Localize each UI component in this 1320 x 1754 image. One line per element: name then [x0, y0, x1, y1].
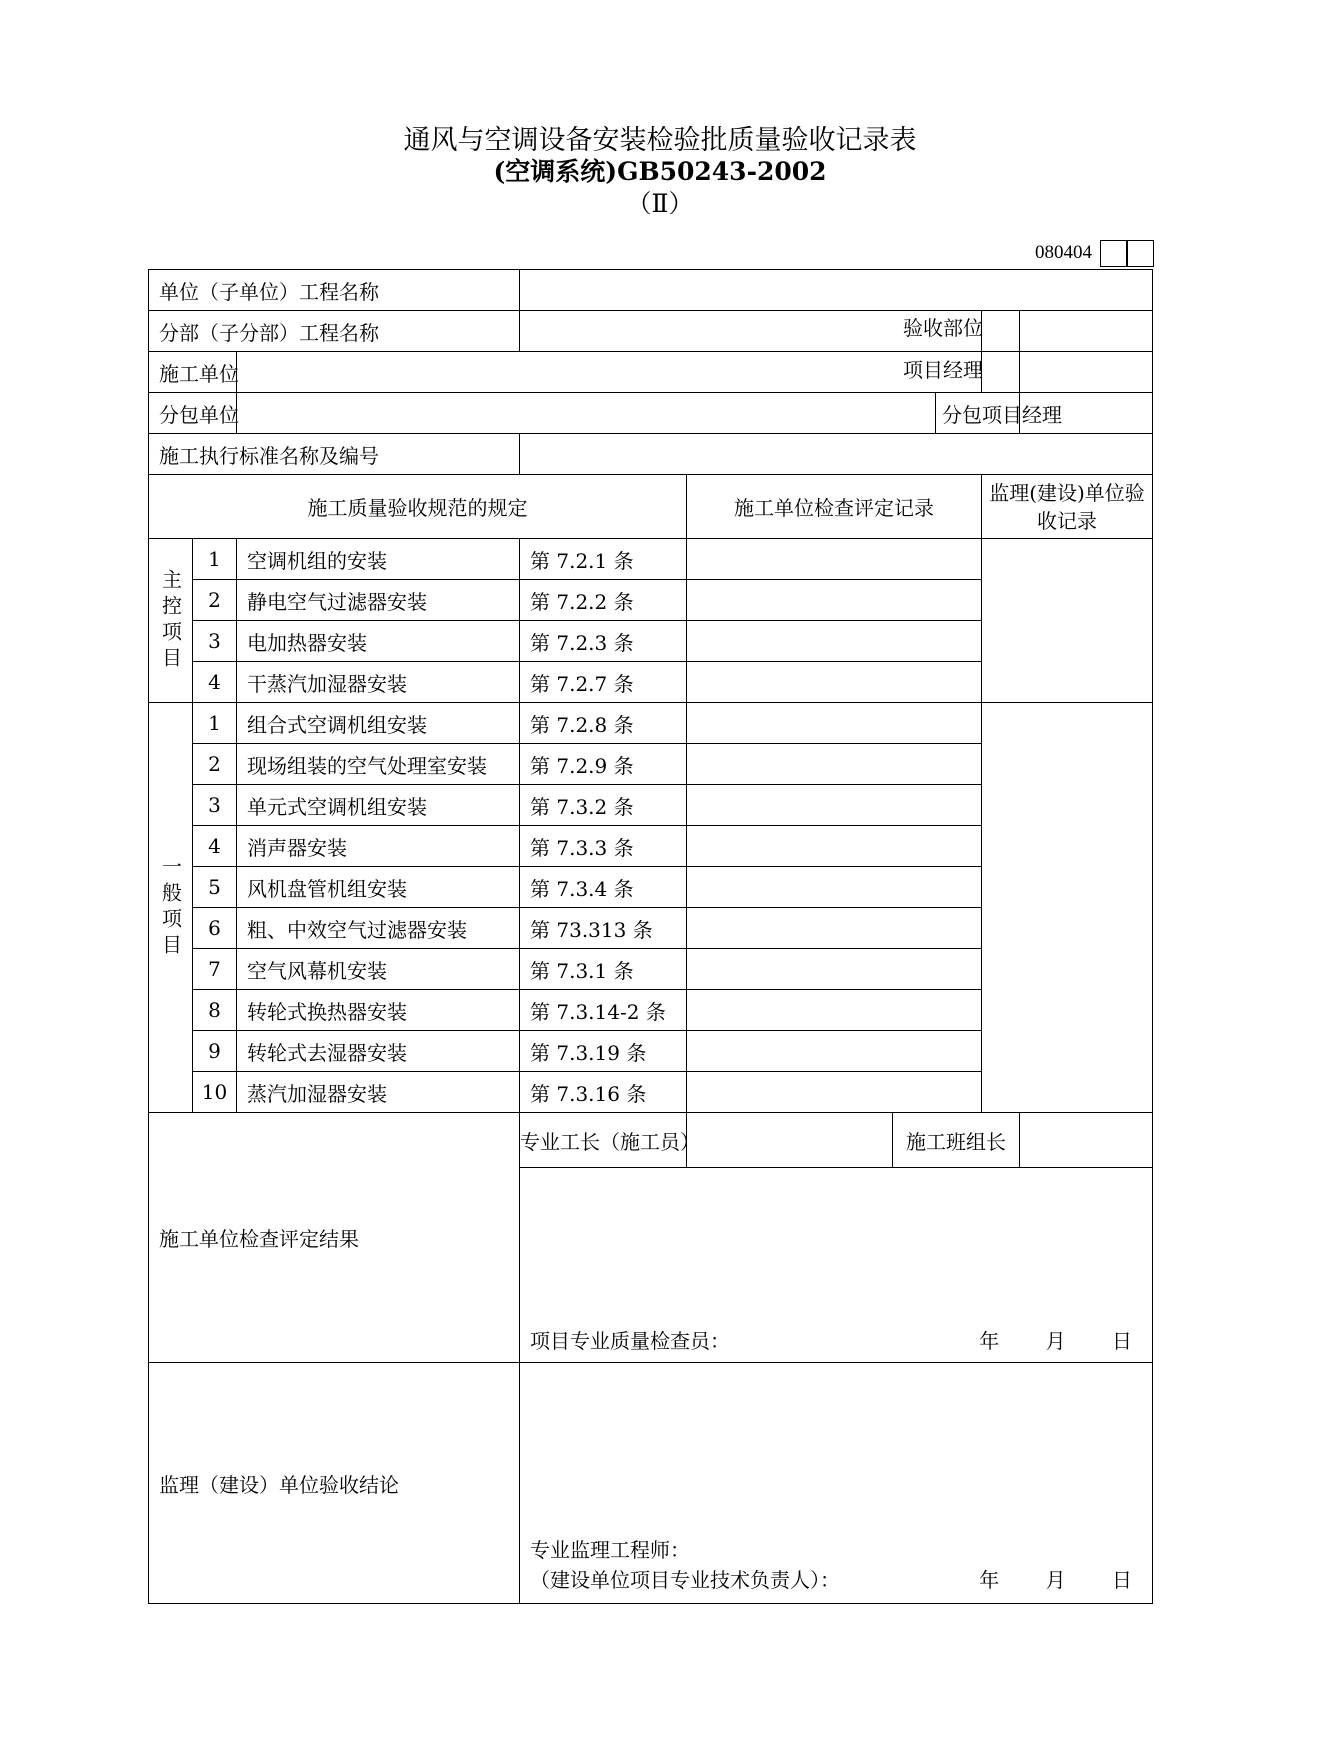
- general-item-record[interactable]: [687, 908, 982, 949]
- general-item-no: 8: [193, 990, 237, 1031]
- general-item-record[interactable]: [687, 826, 982, 867]
- general-item-name: 现场组装的空气处理室安装: [237, 744, 520, 785]
- form-code: 080404: [1035, 242, 1092, 263]
- general-item-clause: 第 7.2.9 条: [520, 744, 687, 785]
- general-item-record[interactable]: [687, 703, 982, 744]
- main-item-record[interactable]: [687, 580, 982, 621]
- general-item-name: 组合式空调机组安装: [237, 703, 520, 744]
- general-item-clause: 第 7.3.16 条: [520, 1072, 687, 1113]
- general-item-clause: 第 7.3.2 条: [520, 785, 687, 826]
- main-item-clause: 第 7.2.1 条: [520, 539, 687, 580]
- general-item-no: 10: [193, 1072, 237, 1113]
- general-item-name: 单元式空调机组安装: [237, 785, 520, 826]
- sub-project-label: 分部（子分部）工程名称: [149, 311, 520, 352]
- main-item-no: 3: [193, 621, 237, 662]
- general-item-record[interactable]: [687, 785, 982, 826]
- main-item-name: 电加热器安装: [237, 621, 520, 662]
- supervision-conclusion-area[interactable]: [520, 1363, 1153, 1604]
- form-part: （Ⅱ）: [626, 189, 694, 218]
- general-item-record[interactable]: [687, 990, 982, 1031]
- team-leader-label: 施工班组长: [893, 1113, 1020, 1168]
- construction-unit-field[interactable]: [237, 352, 982, 393]
- main-item-no: 1: [193, 539, 237, 580]
- inspector-label: 项目专业质量检查员：: [530, 1329, 731, 1353]
- project-manager-label-cell: [982, 352, 1020, 393]
- general-item-no: 9: [193, 1031, 237, 1072]
- form-subtitle: (空调系统)GB50243-2002: [493, 157, 827, 186]
- general-item-clause: 第 7.3.19 条: [520, 1031, 687, 1072]
- standard-field[interactable]: [520, 434, 1153, 475]
- general-item-record[interactable]: [687, 949, 982, 990]
- general-item-clause: 第 7.3.4 条: [520, 867, 687, 908]
- main-item-no: 2: [193, 580, 237, 621]
- general-items-label: 一般项目: [149, 703, 193, 1113]
- main-item-name: 静电空气过滤器安装: [237, 580, 520, 621]
- general-item-clause: 第 7.2.8 条: [520, 703, 687, 744]
- general-item-no: 3: [193, 785, 237, 826]
- general-item-no: 6: [193, 908, 237, 949]
- team-leader-field[interactable]: [1020, 1113, 1153, 1168]
- main-items-supervision[interactable]: [982, 539, 1153, 703]
- main-item-record[interactable]: [687, 539, 982, 580]
- main-item-record[interactable]: [687, 662, 982, 703]
- general-item-name: 风机盘管机组安装: [237, 867, 520, 908]
- subcontract-unit-label: 分包单位: [149, 393, 237, 434]
- general-item-name: 转轮式去湿器安装: [237, 1031, 520, 1072]
- acceptance-part-label: [982, 311, 1020, 352]
- general-item-no: 2: [193, 744, 237, 785]
- main-item-name: 干蒸汽加湿器安装: [237, 662, 520, 703]
- form-title: 通风与空调设备安装检验批质量验收记录表: [403, 125, 917, 156]
- main-item-clause: 第 7.2.3 条: [520, 621, 687, 662]
- general-item-record[interactable]: [687, 1031, 982, 1072]
- supervision-conclusion-label: 监理（建设）单位验收结论: [149, 1363, 520, 1604]
- acceptance-part-field[interactable]: [1020, 311, 1153, 352]
- unit-project-field[interactable]: [520, 270, 1153, 311]
- project-manager-field[interactable]: [1020, 352, 1153, 393]
- day-label: 日: [1112, 1329, 1133, 1353]
- spec-column-header: 施工质量验收规范的规定: [149, 475, 687, 539]
- main-item-no: 4: [193, 662, 237, 703]
- year-label: 年: [979, 1568, 1000, 1592]
- general-item-record[interactable]: [687, 1072, 982, 1113]
- general-items-supervision[interactable]: [982, 703, 1153, 1113]
- acceptance-part-label-text: 验收部位: [903, 316, 983, 340]
- general-item-name: 消声器安装: [237, 826, 520, 867]
- general-item-no: 5: [193, 867, 237, 908]
- owner-tech-label: （建设单位项目专业技术负责人）：: [530, 1568, 841, 1592]
- project-manager-label-text: 项目经理: [903, 358, 983, 382]
- month-label: 月: [1045, 1329, 1066, 1353]
- general-item-record[interactable]: [687, 744, 982, 785]
- general-item-name: 空气风幕机安装: [237, 949, 520, 990]
- check-result-area[interactable]: [520, 1168, 1153, 1363]
- month-label: 月: [1045, 1568, 1066, 1592]
- general-item-no: 4: [193, 826, 237, 867]
- foreman-label: 专业工长（施工员）: [520, 1113, 687, 1168]
- general-item-name: 粗、中效空气过滤器安装: [237, 908, 520, 949]
- check-result-label: 施工单位检查评定结果: [149, 1113, 520, 1363]
- year-label: 年: [979, 1329, 1000, 1353]
- main-item-clause: 第 7.2.2 条: [520, 580, 687, 621]
- foreman-field[interactable]: [687, 1113, 893, 1168]
- standard-label: 施工执行标准名称及编号: [149, 434, 520, 475]
- main-item-clause: 第 7.2.7 条: [520, 662, 687, 703]
- main-item-name: 空调机组的安装: [237, 539, 520, 580]
- general-item-clause: 第 7.3.1 条: [520, 949, 687, 990]
- code-box-2[interactable]: [1127, 240, 1154, 267]
- general-item-no: 7: [193, 949, 237, 990]
- supervision-record-column-header: 监理(建设)单位验收记录: [982, 475, 1153, 539]
- general-item-clause: 第 7.3.14-2 条: [520, 990, 687, 1031]
- unit-project-label: 单位（子单位）工程名称: [149, 270, 520, 311]
- general-item-name: 蒸汽加湿器安装: [237, 1072, 520, 1113]
- supervisor-label: 专业监理工程师：: [530, 1538, 691, 1562]
- general-item-clause: 第 73.313 条: [520, 908, 687, 949]
- main-item-record[interactable]: [687, 621, 982, 662]
- main-items-label: 主控项目: [149, 539, 193, 703]
- subcontract-unit-field[interactable]: [237, 393, 936, 434]
- code-box-1[interactable]: [1100, 240, 1127, 267]
- general-item-no: 1: [193, 703, 237, 744]
- inspection-table: [148, 269, 1153, 1604]
- general-item-record[interactable]: [687, 867, 982, 908]
- general-item-clause: 第 7.3.3 条: [520, 826, 687, 867]
- construction-unit-label: 施工单位: [149, 352, 237, 393]
- check-record-column-header: 施工单位检查评定记录: [687, 475, 982, 539]
- general-item-name: 转轮式换热器安装: [237, 990, 520, 1031]
- subcontract-manager-label: 分包项目经理: [936, 393, 1020, 434]
- day-label: 日: [1112, 1568, 1133, 1592]
